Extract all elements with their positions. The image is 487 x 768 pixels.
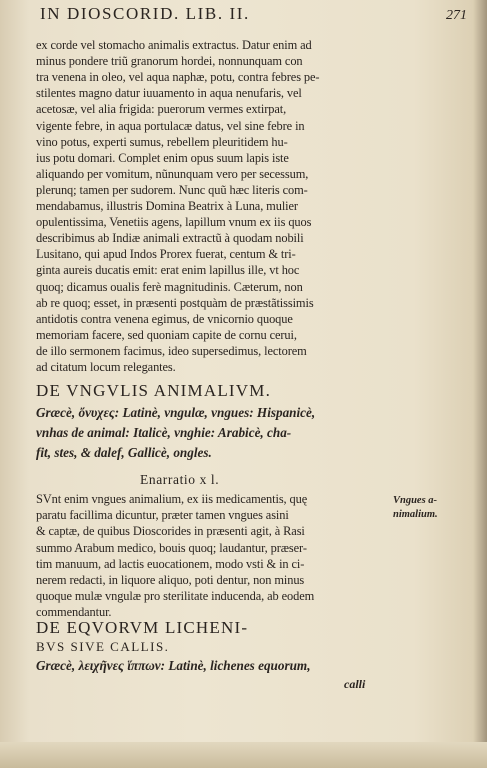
page-edge-shadow xyxy=(473,0,487,768)
running-head: IN DIOSCORID. LIB. II. xyxy=(40,4,250,23)
enarratio-label: Enarratio x l. xyxy=(140,472,220,487)
catchword: calli xyxy=(344,677,366,691)
page-bottom-edge xyxy=(0,742,487,768)
paragraph-1-line-6: vigente febre, in aqua portulacæ datus, vel sine febre in xyxy=(36,118,305,133)
margin-note-line-1: Vngues a- xyxy=(393,495,438,506)
paragraph-1-line-20: de illo sermonem facimus, ideo supersedimus, lectorem xyxy=(36,343,307,358)
paragraph-1-line-8: ius potu domari. Complet enim opus suum lapis iste xyxy=(36,150,289,165)
paragraph-1-line-7: vino potus, experti sumus, rebellem pleuritidem hu- xyxy=(36,134,288,149)
paragraph-1-line-13: describimus ab Indiæ animali extractũ à quodam nobili xyxy=(36,231,304,246)
paragraph-2-line-6: nerem redacti, in liquore aliquo, poti dentur, non minus xyxy=(36,573,305,587)
paragraph-1-line-19: memoriam facere, sed quoniam capite de cornu cerui, xyxy=(36,327,297,342)
paragraph-1-line-5: acetosæ, vel alia frigida: puerorum vermes extirpat, xyxy=(36,102,287,117)
paragraph-1-line-12: opulentissima, Venetiis agens, lapillum vnum ex iis quos xyxy=(36,215,312,230)
paragraph-2-line-3: & captæ, de quibus Dioscorides in præsenti agit, à Rasi xyxy=(36,524,305,539)
paragraph-2-line-4: summo Arabum medico, bouis quoq; laudantur, præser- xyxy=(36,540,307,555)
margin-note-line-2: nimalium. xyxy=(393,509,438,520)
paragraph-1-line-11: mendabamus, illustris Domina Beatrix à Luna, mulier xyxy=(36,199,298,213)
paragraph-1-line-14: Lusitano, qui apud Indos Prorex fuerat, centum & tri- xyxy=(36,247,296,262)
paragraph-1-line-1: ex corde vel stomacho animalis extractus. Datur enim ad xyxy=(36,38,312,52)
paragraph-1-line-21: ad citatum locum relegantes. xyxy=(36,360,176,374)
paragraph-1-line-2: minus pondere triũ granorum hordei, nonnunquam con xyxy=(36,54,303,69)
paragraph-1-line-4: stilentes magno datur iuuamento in aqua nenufaris, vel xyxy=(36,86,302,101)
paragraph-2-line-7: quoque mulæ vngulæ pro sterilitate inducenda, ab eodem xyxy=(36,589,315,604)
names-line-unguis-2: vnhas de animal: Italicè, vnghie: Arabicè, cha- xyxy=(36,425,292,440)
section-heading-unguis: DE VNGVLIS ANIMALIVM. xyxy=(36,381,272,400)
page-number: 271 xyxy=(446,8,467,23)
paragraph-2-line-5: tim manuum, ad lactis euocationem, modo vsti & in ci- xyxy=(36,556,305,571)
names-line-equorum: Græcè, λειχῆνες ἵππων: Latinè, lichenes equorum, xyxy=(36,658,311,673)
paragraph-1-line-10: plerunq; tamen per sudorem. Nunc quũ hæc literis com- xyxy=(36,182,308,197)
paragraph-1-line-9: aliquando per vomitum, nũnunquam vero per secessum, xyxy=(36,166,309,181)
paragraph-1-line-17: ab re quoq; esset, in præsenti postquàm de præstãtissimis xyxy=(36,295,314,310)
names-line-unguis-3: fit, stes, & dalef, Gallicè, ongles. xyxy=(36,445,212,460)
paragraph-1-line-16: quoq; dicamus oualis ferè magnitudinis. Cæterum, non xyxy=(36,279,303,294)
section-subheading-equorum: BVS SIVE CALLIS. xyxy=(36,639,170,654)
paragraph-1-line-3: tra venena in oleo, vel aqua naphæ, potu, contra febres pe- xyxy=(36,70,320,85)
names-line-unguis-1: Græcè, ὄνυχες: Latinè, vngulæ, vngues: Hispanicè, xyxy=(36,405,316,420)
paragraph-2-line-2: paratu facillima dicuntur, præter tamen vngues asini xyxy=(36,508,289,523)
section-heading-equorum: DE EQVORVM LICHENI- xyxy=(36,618,249,637)
paragraph-1-line-15: ginta aureis ducatis emit: erat enim lapillus ille, vt hoc xyxy=(36,263,300,278)
paragraph-1-line-18: antidotis contra venena egimus, de vnicornio quoque xyxy=(36,311,293,326)
paragraph-2-line-8: commendantur. xyxy=(36,605,112,620)
paragraph-2-line-1: SVnt enim vngues animalium, ex iis medicamentis, quę xyxy=(36,492,308,506)
